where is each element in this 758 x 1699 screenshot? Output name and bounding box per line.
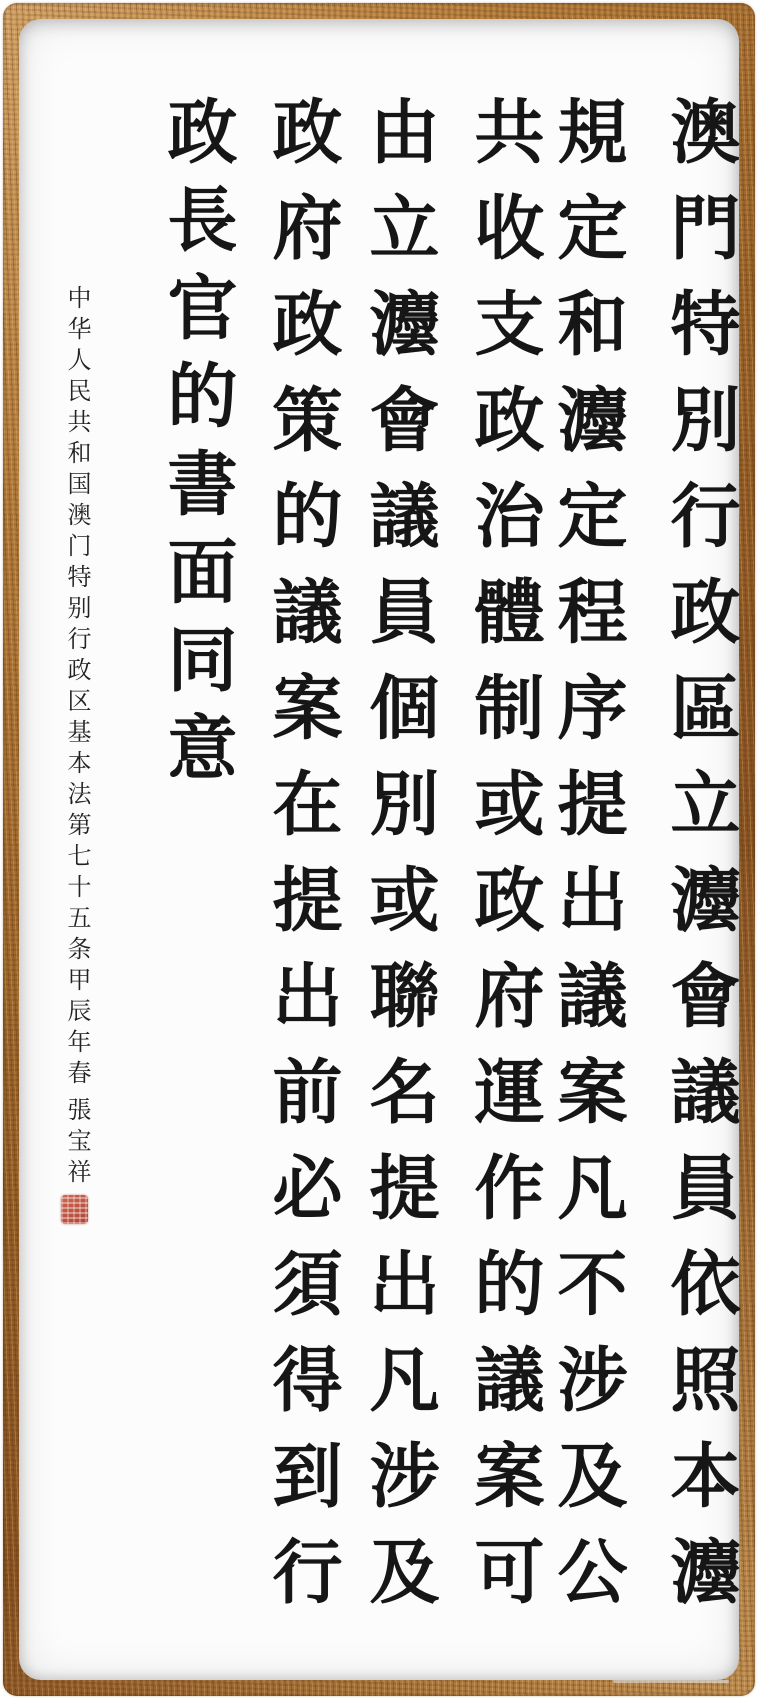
calligraphy-column-5: 政府政策的議案在提出前必須得到行 <box>261 95 343 1631</box>
red-seal-stamp-icon <box>61 1195 88 1224</box>
calligraphy-column-6: 政長官的書面同意 <box>156 95 238 799</box>
calligraphy-column-4: 由立灋會議員個別或聯名提出凡涉及 <box>358 95 440 1631</box>
calligraphy-column-1: 澳門特別行政區立灋會議員依照本灋 <box>659 95 741 1631</box>
inscription-column: 中华人民共和国澳门特别行政区基本法第七十五条甲辰年春 <box>63 285 91 1091</box>
paper-crease-shadow <box>613 1680 729 1683</box>
wooden-frame <box>3 3 755 1696</box>
artist-signature: 張宝祥 <box>63 1097 91 1190</box>
calligraphy-column-2: 規定和灋定程序提出議案凡不涉及公 <box>546 95 628 1631</box>
rice-paper <box>19 19 739 1680</box>
calligraphy-column-3: 共收支政治體制或政府運作的議案可 <box>463 95 545 1631</box>
